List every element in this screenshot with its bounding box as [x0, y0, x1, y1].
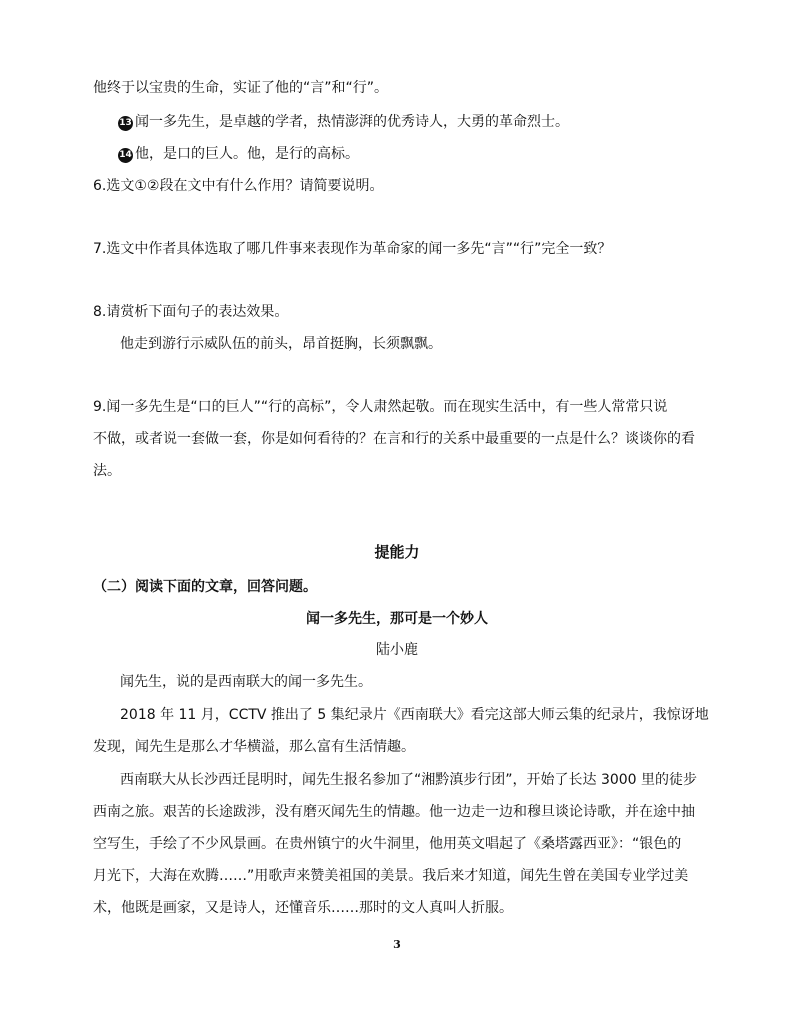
circled-number-14: 14: [118, 148, 133, 163]
text-line: 闻一多先生，是卓越的学者，热情澎湃的优秀诗人，大勇的革命烈士。: [135, 114, 569, 130]
question-9-line-3: 法。: [93, 463, 121, 479]
question-9-line-2: 不做，或者说一套做一套，你是如何看待的？在言和行的关系中最重要的一点是什么？谈谈你的看: [93, 431, 695, 447]
question-7: 7.选文中作者具体选取了哪几件事来表现作为革命家的闻一多先“言”“行”完全一致？: [93, 241, 612, 257]
article-title: 闻一多先生，那可是一个妙人: [306, 611, 488, 627]
article-paragraph-1: 闻先生，说的是西南联大的闻一多先生。: [120, 674, 372, 690]
text-line: 他，是口的巨人。他，是行的高标。: [135, 146, 359, 162]
article-paragraph-2-line-1: 2018 年 11 月，CCTV 推出了 5 集纪录片《西南联大》看完这部大师云集的纪录片，我惊讶地: [120, 707, 709, 723]
numbered-line-13: [118, 112, 569, 132]
article-paragraph-3-line-3: 空写生，手绘了不少风景画。在贵州镇宁的火牛洞里，他用英文唱起了《桑塔露西亚》：“银色的: [93, 836, 682, 852]
question-8-sentence: 他走到游行示威队伍的前头，昂首挺胸，长须飘飘。: [120, 336, 442, 352]
part-heading: （二）阅读下面的文章，回答问题。: [93, 579, 317, 595]
section-heading: 提能力: [374, 543, 420, 561]
article-paragraph-3-line-5: 术，他既是画家，又是诗人，还懂音乐……那时的文人真叫人折服。: [93, 900, 513, 916]
question-6: 6.选文①②段在文中有什么作用？请简要说明。: [93, 178, 384, 194]
question-9-line-1: 9.闻一多先生是“口的巨人”“行的高标”，令人肃然起敬。而在现实生活中，有一些人常常只说: [93, 399, 668, 415]
circled-number-13: 13: [118, 116, 133, 131]
text-line: 他终于以宝贵的生命，实证了他的“言”和“行”。: [93, 80, 389, 96]
article-paragraph-3-line-4: 月光下，大海在欢腾……”用歌声来赞美祖国的美景。我后来才知道，闻先生曾在美国专业学过美: [93, 868, 689, 884]
page-number: 3: [393, 938, 401, 951]
numbered-line-14: [118, 144, 359, 164]
article-paragraph-3-line-2: 西南之旅。艰苦的长途跋涉，没有磨灭闻先生的情趣。他一边走一边和穆旦谈论诗歌，并在途中抽: [93, 804, 695, 820]
article-author: 陆小鹿: [376, 642, 418, 658]
article-paragraph-2-line-2: 发现，闻先生是那么才华横溢，那么富有生活情趣。: [93, 739, 415, 755]
question-8: 8.请赏析下面句子的表达效果。: [93, 304, 289, 320]
article-paragraph-3-line-1: 西南联大从长沙西迁昆明时，闻先生报名参加了“湘黔滇步行团”，开始了长达 3000 里的徒步: [120, 772, 698, 788]
